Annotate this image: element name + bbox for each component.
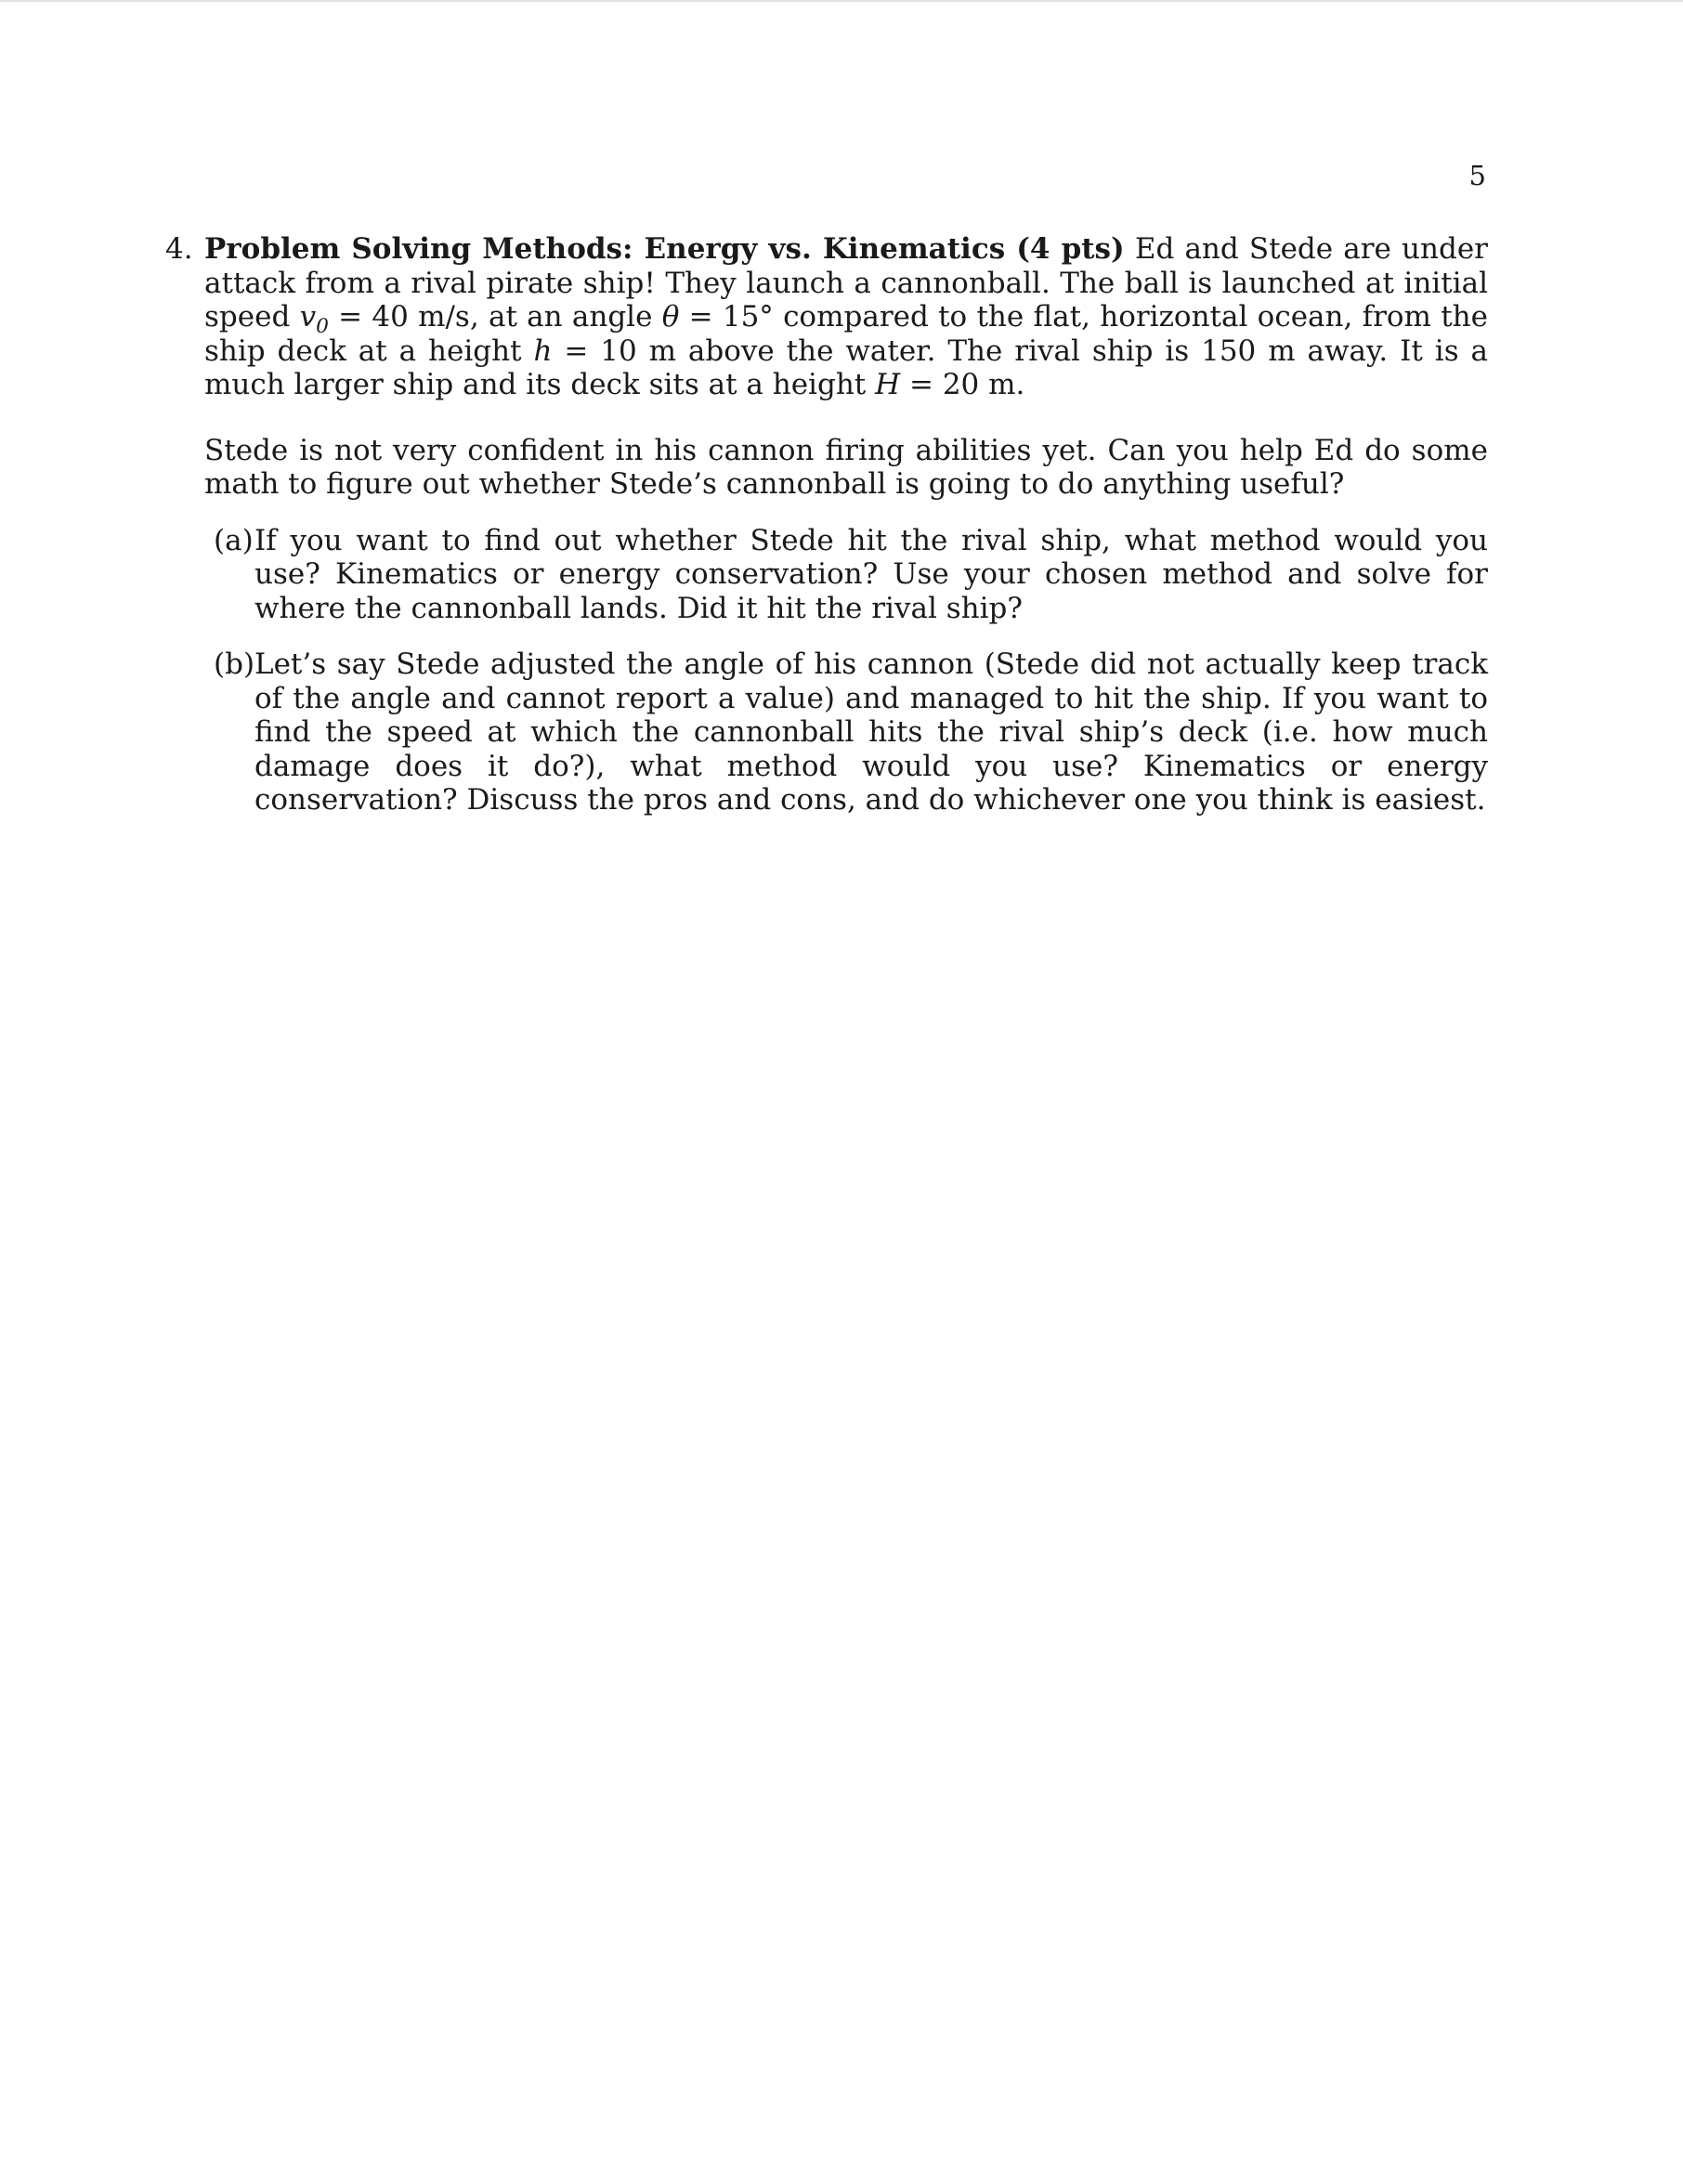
part-label: (b) [214,647,255,681]
problem-number: 4. [165,232,193,266]
part-label: (a) [214,523,254,557]
problem-parts [204,524,1488,817]
part-text: If you want to find out whether Stede hit the rival ship, what method would you use? Kinematics or energy conservation? Use your chosen method and solve for where the cannonball lands. Did it hit the rival ship? [254,523,1488,625]
page-number: 5 [1468,160,1486,191]
math-symbol-v: v [299,300,317,333]
problem-text-segment: = 20 m. [900,368,1025,401]
problem-paragraph-1 [204,232,1488,402]
part-text: Let’s say Stede adjusted the angle of his cannon (Stede did not actually keep track of the angle and cannot report a value) and managed to hit the ship. If you want to find the speed at which the cannonball hits the rival ship’s deck (i.e. how much damage does it do?), what method would you use? Kinematics or energy conservation? Discuss the pros and cons, and do whichever one you think is easiest. [254,647,1488,817]
math-v0 [299,300,329,339]
math-subscript-0: 0 [316,315,329,339]
part-b [204,647,1488,817]
problem-statement [165,232,1488,402]
math-H: H [875,368,901,401]
problem-text-segment: = 40 m/s, at an angle [328,300,662,333]
page-top-border [0,0,1683,2]
problem-title: Problem Solving Methods: Energy vs. Kinematics (4 pts) [204,232,1125,266]
problem-text-segment: = 15° compared to the flat, horizontal ocean, from the ship deck at a height [204,300,1488,368]
problem-text-segment: = 10 m above the water. The rival ship is 150 m away. It is a much larger ship and its deck sits at a height [204,333,1489,401]
problem-4 [165,232,1488,840]
problem-text-segment: Ed and Stede are under attack from a rival pirate ship! They launch a cannonball. The ball is launched at initial speed [204,232,1488,333]
math-h: h [533,333,553,368]
part-a [204,524,1488,626]
math-theta: θ [661,300,680,333]
problem-paragraph-2: Stede is not very confident in his cannon firing abilities yet. Can you help Ed do some math to figure out whether Stede’s cannonball is going to do anything useful? [204,433,1488,501]
